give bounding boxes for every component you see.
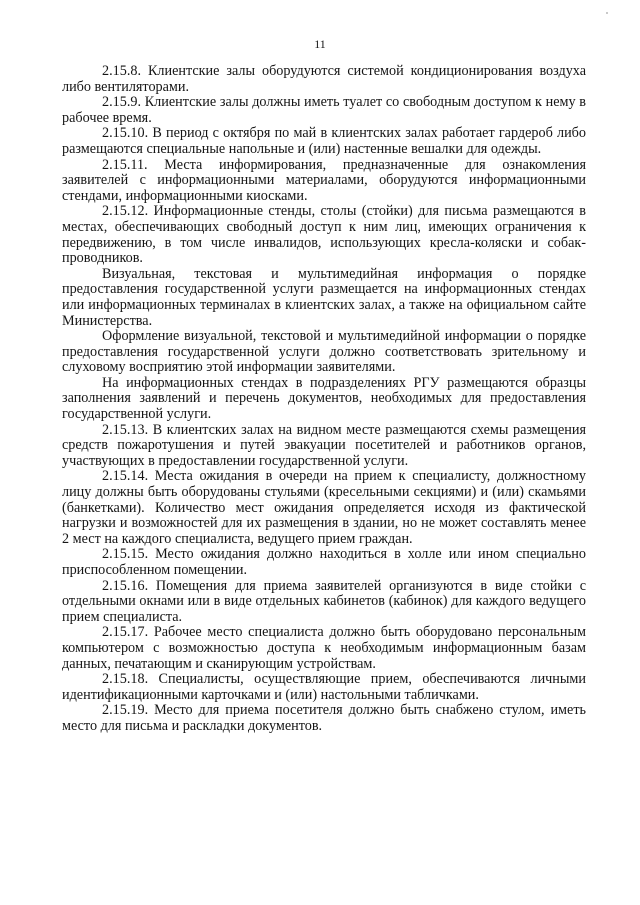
paragraph-2-15-13: 2.15.13. В клиентских залах на видном месте размещаются схемы размещения средств пожаротушения и путей эвакуации посетителей и работников органов, участвующих в предоставлении государственной услуги. [62,421,586,469]
paragraph-2-15-10: 2.15.10. В период с октября по май в клиентских залах работает гардероб либо размещаются специальные напольные и (или) настенные вешалки для одежды. [62,125,586,157]
paragraph-2-15-17: 2.15.17. Рабочее место специалиста должно быть оборудовано персональным компьютером с возможностью доступа к необходимым информационным базам данных, печатающим и сканирующим устройствам. [62,624,586,672]
paragraph-2-15-18: 2.15.18. Специалисты, осуществляющие прием, обеспечиваются личными идентификационными карточками и (или) настольными табличками. [62,671,586,703]
page-number: 11 [314,37,326,51]
paragraph-2-15-14: 2.15.14. Места ожидания в очереди на прием к специалисту, должностному лицу должны быть оборудованы стульями (кресельными секциями) и (или) скамьями (банкетками). Количество мест ожидания определяется исходя из фактической нагрузки и возможностей для их размещения в здании, но не может составлять менее 2 мест на каждого специалиста, ведущего прием граждан. [62,468,586,547]
document-body [62,64,586,735]
paragraph-2-15-12: 2.15.12. Информационные стенды, столы (стойки) для письма размещаются в местах, обеспечивающих свободный доступ к ним лиц, имеющих ограничения к передвижению, в том числе инвалидов, использующих кресла-коляски и собак-проводников. [62,203,586,267]
paragraph-2-15-11: 2.15.11. Места информирования, предназначенные для ознакомления заявителей с информационными материалами, оборудуются информационными стендами, информационными киосками. [62,156,586,204]
paragraph-2-15-9: 2.15.9. Клиентские залы должны иметь туалет со свободным доступом к нему в рабочее время. [62,94,586,126]
paragraph-2-15-19: 2.15.19. Место для приема посетителя должно быть снабжено стулом, иметь место для письма и раскладки документов. [62,702,586,734]
paragraph-2-15-8: 2.15.8. Клиентские залы оборудуются системой кондиционирования воздуха либо вентиляторами. [62,63,586,95]
paragraph-information-design: Оформление визуальной, текстовой и мультимедийной информации о порядке предоставления государственной услуги должно соответствовать зрительному и слуховому восприятию этой информации заявителями. [62,328,586,376]
paragraph-2-15-15: 2.15.15. Место ожидания должно находиться в холле или ином специально приспособленном помещении. [62,546,586,578]
scan-speck [606,12,608,14]
paragraph-2-15-16: 2.15.16. Помещения для приема заявителей организуются в виде стойки с отдельными окнами или в виде отдельных кабинетов (кабинок) для каждого ведущего прием специалиста. [62,577,586,625]
paragraph-visual-information: Визуальная, текстовая и мультимедийная информация о порядке предоставления государственной услуги размещается на информационных стендах или информационных терминалах в клиентских залах, а также на официальном сайте Министерства. [62,265,586,329]
paragraph-information-stands: На информационных стендах в подразделениях РГУ размещаются образцы заполнения заявлений и перечень документов, необходимых для предоставления государственной услуги. [62,374,586,423]
